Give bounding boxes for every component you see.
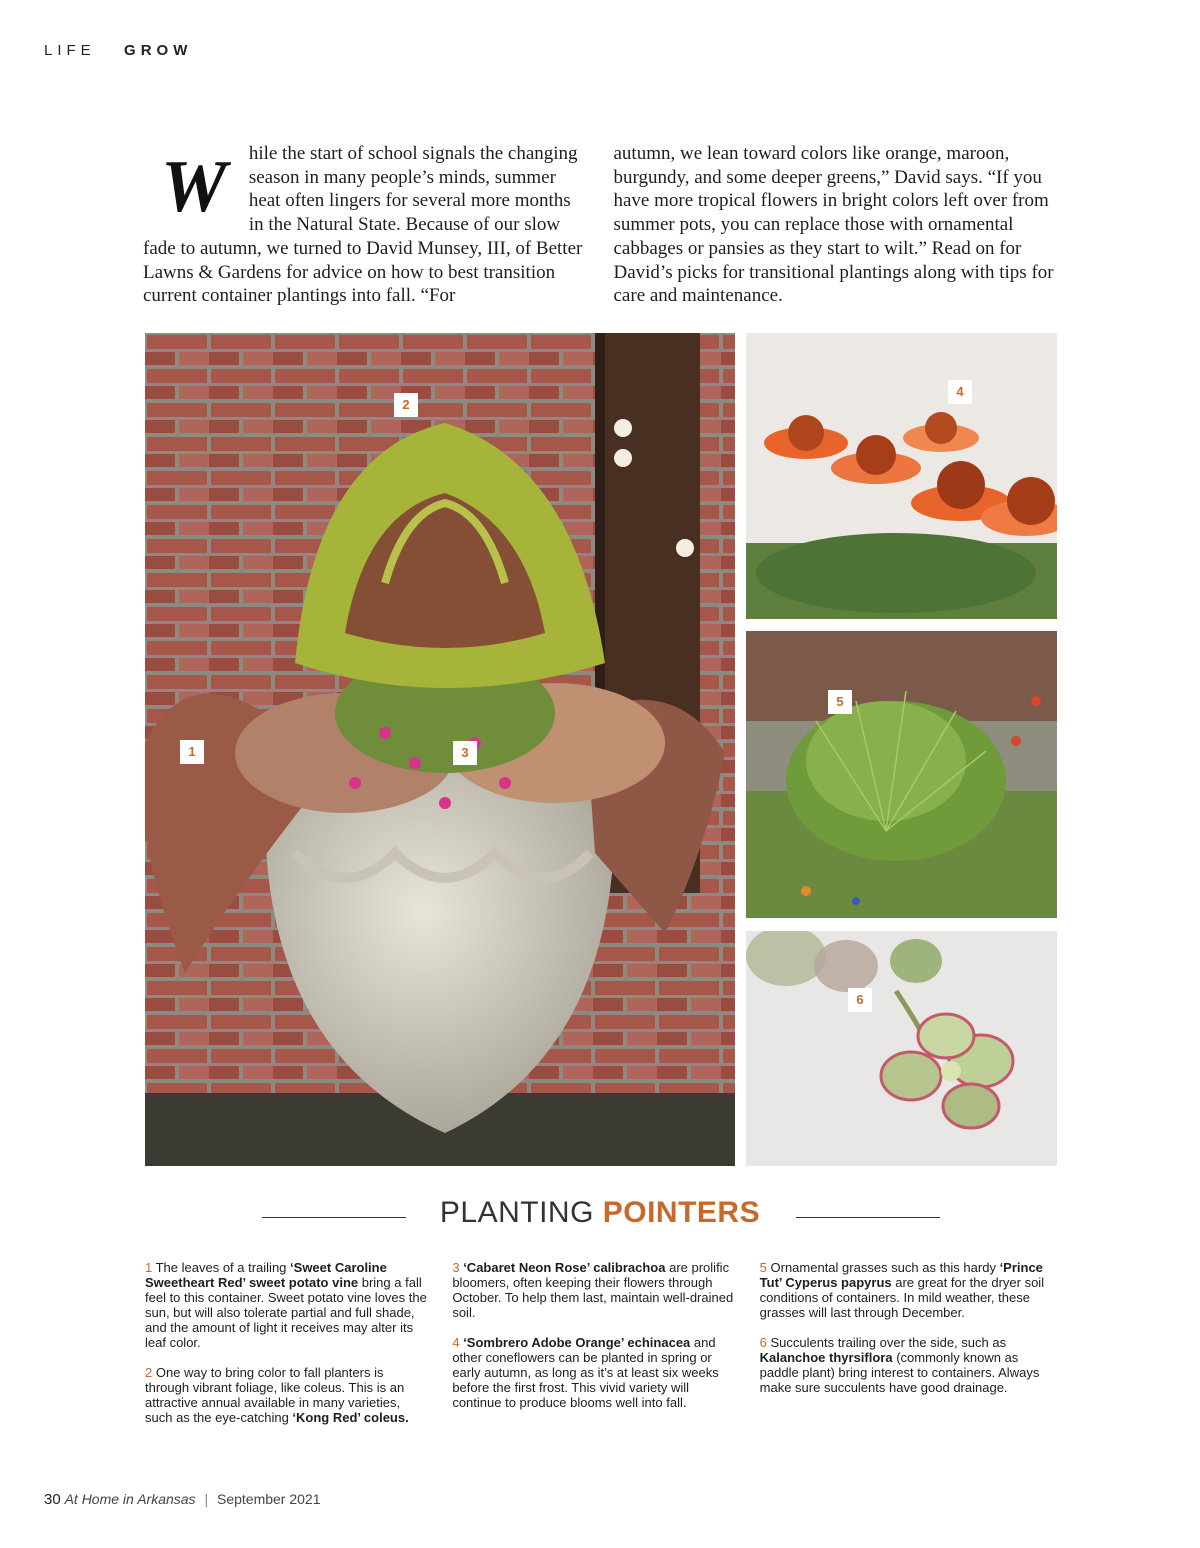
- intro-column-1: [143, 142, 588, 308]
- tip-number: 1: [145, 1260, 153, 1275]
- photo-tag-4: 4: [948, 380, 972, 404]
- tip-plant-name: ‘Sweet Caroline Sweetheart Red’ sweet potato vine: [145, 1260, 387, 1290]
- tip-number: 2: [145, 1365, 153, 1380]
- tip-plant-name: ‘Sombrero Adobe Orange’ echinacea: [463, 1335, 691, 1350]
- photo-tag-5: 5: [828, 690, 852, 714]
- magazine-name: At Home in Arkansas: [64, 1491, 196, 1507]
- intro-paragraph-1: hile the start of school signals the changing season in many people’s minds, summer heat often lingers for several more months in the Natural State. Because of our slow fade to autumn, we turned to David Munsey, III, of Better Lawns & Gardens for advice on how to best transition current container plantings into fall. “For: [143, 143, 583, 307]
- echinacea-photo: [746, 333, 1057, 619]
- page-footer: [44, 1491, 321, 1508]
- page-number: 30: [44, 1491, 61, 1508]
- tip-plant-name: ‘Prince Tut’ Cyperus papyrus: [759, 1260, 1043, 1290]
- photo-tag-1: 1: [180, 740, 204, 764]
- pointers-heading: [0, 1196, 1200, 1230]
- tips-column-3: [760, 1260, 1045, 1440]
- tip-item: [145, 1260, 430, 1350]
- tips-column-2: [452, 1260, 737, 1440]
- tip-text: Succulents trailing over the side, such as: [766, 1335, 1007, 1350]
- photo-tag-3: 3: [453, 741, 477, 765]
- tip-number: 5: [759, 1260, 767, 1275]
- section-label: [44, 42, 192, 59]
- planter-illustration: [145, 333, 735, 1166]
- subsection-name: GROW: [124, 42, 193, 59]
- tip-item: [145, 1365, 430, 1425]
- tip-text: The leaves of a trailing: [152, 1260, 291, 1275]
- tip-text: are great for the dryer soil conditions of containers. In mild weather, these grasses will last through December.: [759, 1275, 1045, 1320]
- tip-text: are prolific bloomers, often keeping their flowers through October. To help them last, maintain well-drained soil.: [452, 1260, 734, 1320]
- planter-photo: [145, 333, 735, 1166]
- papyrus-illustration: [746, 631, 1057, 918]
- tips-section: [145, 1260, 1045, 1440]
- succulent-illustration: [746, 931, 1057, 1166]
- succulent-photo: [746, 931, 1057, 1166]
- tip-number: 3: [452, 1260, 460, 1275]
- tip-item: [760, 1335, 1045, 1395]
- papyrus-photo: [746, 631, 1057, 918]
- intro-paragraph-2: autumn, we lean toward colors like orange, maroon, burgundy, and some deeper greens,” David says. “If you have more tropical flowers in bright colors left over from summer pots, you can replace those with ornamental cabbages or pansies as they start to wilt.” Read on for David’s picks for transitional plantings along with tips for care and maintenance.: [613, 143, 1054, 307]
- section-name: LIFE: [44, 42, 96, 59]
- tip-text: bring a fall feel to this container. Sweet potato vine loves the sun, but will also tolerate partial and full shade, and the amount of light it receives may alter its leaf color.: [145, 1275, 427, 1350]
- pointers-heading-bold: POINTERS: [602, 1196, 761, 1229]
- tip-number: 4: [452, 1335, 460, 1350]
- tip-text: (commonly known as paddle plant) bring interest to containers. Always make sure succulents have good drainage.: [759, 1350, 1040, 1395]
- drop-cap: W: [161, 146, 227, 228]
- footer-separator: |: [204, 1491, 209, 1507]
- tip-item: [452, 1260, 737, 1320]
- pointers-heading-light: PLANTING: [439, 1196, 603, 1229]
- echinacea-illustration: [746, 333, 1057, 619]
- tip-plant-name: Kalanchoe thyrsiflora: [759, 1350, 893, 1365]
- intro-text: [143, 142, 1058, 308]
- intro-column-2: [614, 142, 1059, 308]
- tips-column-1: [145, 1260, 430, 1440]
- tip-item: [760, 1260, 1045, 1320]
- tip-item: [452, 1335, 737, 1410]
- tip-number: 6: [759, 1335, 767, 1350]
- photo-tag-2: 2: [394, 393, 418, 417]
- tip-plant-name: ‘Kong Red’ coleus.: [292, 1410, 409, 1425]
- tip-text: and other coneflowers can be planted in spring or early autumn, as long as it’s at least six weeks before the first frost. This vivid variety will continue to produce blooms well into fall.: [452, 1335, 719, 1410]
- tip-text: Ornamental grasses such as this hardy: [766, 1260, 1000, 1275]
- tip-text: One way to bring color to fall planters is through vibrant foliage, like coleus. This is an attractive annual available in many varieties, such as the eye-catching: [145, 1365, 405, 1425]
- photo-tag-6: 6: [848, 988, 872, 1012]
- issue-date: September 2021: [216, 1491, 321, 1507]
- tip-plant-name: ‘Cabaret Neon Rose’ calibrachoa: [463, 1260, 666, 1275]
